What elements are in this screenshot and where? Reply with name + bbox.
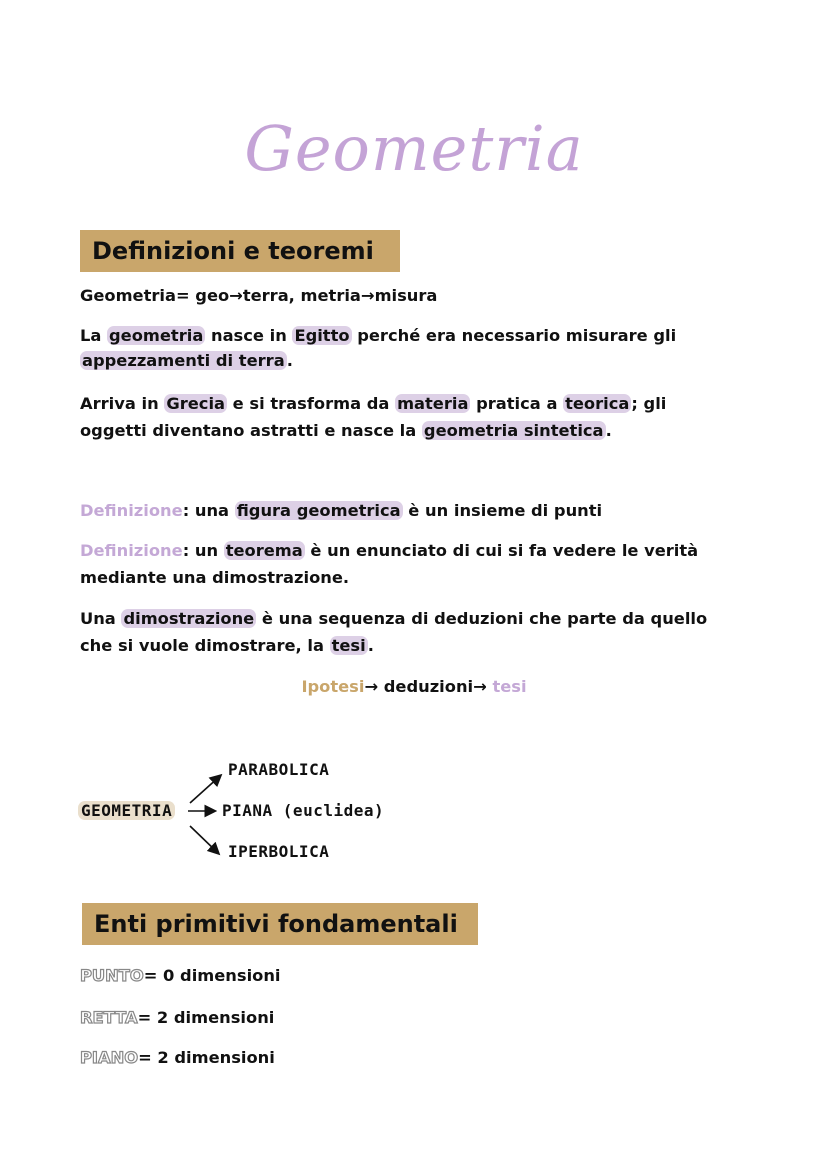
diagram-branch-piana: PIANA (euclidea) xyxy=(222,801,385,820)
highlighted-term: teorema xyxy=(225,541,303,560)
text-segment: oggetti diventano astratti e nasce la xyxy=(80,421,422,440)
arrow-iperbolica xyxy=(190,826,218,853)
term: PIANO xyxy=(80,1048,139,1067)
highlighted-term: teorica xyxy=(565,394,630,413)
list-item xyxy=(80,1006,274,1030)
text-segment: → deduzioni→ xyxy=(364,677,493,696)
text-segment: e si trasforma da xyxy=(227,394,396,413)
highlighted-term: tesi xyxy=(331,636,366,655)
text-segment: . xyxy=(367,636,374,655)
text-segment: nasce in xyxy=(205,326,293,345)
diagram-root: GEOMETRIA xyxy=(78,801,175,820)
text-segment: è una sequenza di deduzioni che parte da quello xyxy=(256,609,708,628)
colored-term: Definizione xyxy=(80,541,183,560)
text-segment: Arriva in xyxy=(80,394,165,413)
text-segment: ; gli xyxy=(631,394,667,413)
text-segment: La xyxy=(80,326,108,345)
highlighted-term: Egitto xyxy=(294,326,350,345)
text-segment: : un xyxy=(182,541,224,560)
section-heading-primitives: Enti primitivi fondamentali xyxy=(82,903,478,945)
section-heading-definitions: Definizioni e teoremi xyxy=(80,230,400,272)
text-segment: Una xyxy=(80,609,122,628)
text-segment: . xyxy=(286,351,293,370)
diagram-branch-parabolica: PARABOLICA xyxy=(228,760,330,779)
highlighted-term: dimostrazione xyxy=(123,609,255,628)
text-segment: è un enunciato di cui si fa vedere le verità xyxy=(304,541,699,560)
diagram-branch-iperbolica: IPERBOLICA xyxy=(228,842,330,861)
text-segment: mediante una dimostrazione. xyxy=(80,568,350,587)
desc: = 2 dimensioni xyxy=(138,1048,275,1067)
text-segment: è un insieme di punti xyxy=(402,501,603,520)
highlighted-term: figura geometrica xyxy=(236,501,401,520)
text-segment: perché era necessario misurare gli xyxy=(351,326,677,345)
arrow-parabolica xyxy=(190,776,220,803)
text-segment: che si vuole dimostrare, la xyxy=(80,636,330,655)
term: PUNTO xyxy=(80,966,144,985)
highlighted-term: geometria xyxy=(109,326,204,345)
colored-term: Definizione xyxy=(80,501,183,520)
text-segment: Geometria= geo→terra, metria→misura xyxy=(80,286,438,305)
desc: = 0 dimensioni xyxy=(143,966,281,985)
colored-term: tesi xyxy=(492,677,527,696)
term: RETTA xyxy=(80,1008,138,1027)
colored-term: Ipotesi xyxy=(301,677,365,696)
highlighted-term: Grecia xyxy=(166,394,226,413)
text-segment: : una xyxy=(182,501,235,520)
page-title: Geometria xyxy=(244,112,584,185)
list-item xyxy=(80,964,281,988)
text-segment: . xyxy=(605,421,612,440)
desc: = 2 dimensioni xyxy=(137,1008,275,1027)
list-item xyxy=(80,1046,275,1070)
highlighted-term: geometria sintetica xyxy=(423,421,604,440)
highlighted-term: appezzamenti di terra xyxy=(82,351,285,370)
text-segment: pratica a xyxy=(470,394,564,413)
highlighted-term: materia xyxy=(397,394,469,413)
